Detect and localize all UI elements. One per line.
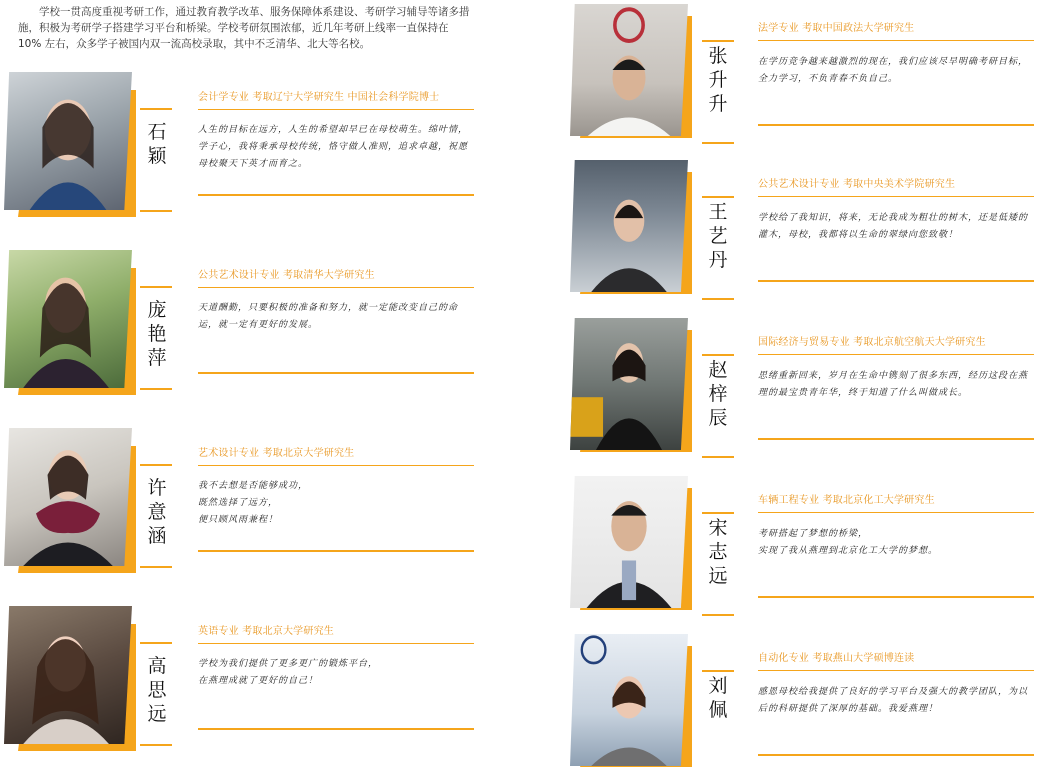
major-line: 艺术设计专业 考取北京大学研究生 (198, 444, 474, 466)
student-name: 宋志远 (708, 517, 728, 587)
name-rule-top (702, 40, 734, 42)
name-rule-top (140, 464, 172, 466)
intro-paragraph: 学校一贯高度重视考研工作，通过教育教学改革、服务保障体系建设、考研学习辅导等诸多措施，积极为考研学子搭建学习平台和桥梁。学校考研氛围浓郁，近几年考研上线率一直保持在 10% 左右，众多学子被国内双一流高校录取，其中不乏清华、北大等名校。 (18, 6, 470, 50)
portrait-photo (570, 318, 688, 450)
portrait-photo (4, 428, 132, 566)
major-line: 公共艺术设计专业 考取中央美术学院研究生 (758, 175, 1034, 197)
portrait-photo (570, 476, 688, 608)
major-line: 法学专业 考取中国政法大学研究生 (758, 19, 1034, 41)
name-rule-top (702, 354, 734, 356)
portrait-photo (4, 250, 132, 388)
quote-rule (758, 438, 1034, 440)
name-rule-bottom (702, 456, 734, 458)
profile-card (570, 476, 1040, 621)
portrait-photo (4, 606, 132, 744)
major-line: 会计学专业 考取辽宁大学研究生 中国社会科学院博士 (198, 88, 474, 110)
name-rule-bottom (702, 298, 734, 300)
quote-rule (758, 124, 1034, 126)
portrait-frame (570, 160, 694, 305)
profile-card (4, 250, 474, 395)
quote-rule (758, 280, 1034, 282)
portrait-frame (4, 72, 140, 217)
name-rule-bottom (702, 142, 734, 144)
quote-rule (758, 596, 1034, 598)
portrait-photo (570, 634, 688, 766)
student-name: 赵梓辰 (708, 359, 728, 429)
profile-card (4, 428, 474, 573)
name-rule-top (140, 108, 172, 110)
portrait-frame (4, 428, 140, 573)
student-quote: 考研搭起了梦想的桥梁， 实现了我从燕理到北京化工大学的梦想。 (758, 529, 939, 556)
student-quote: 人生的目标在远方，人生的希望却早已在母校萌生。绵叶情，学子心，我将秉承母校传统，恪守做人准则，追求卓越，祝愿母校聚天下英才而育之。 (198, 125, 469, 169)
name-rule-top (140, 286, 172, 288)
name-rule-top (140, 642, 172, 644)
major-line: 国际经济与贸易专业 考取北京航空航天大学研究生 (758, 333, 1034, 355)
quote-rule (198, 372, 474, 374)
portrait-photo (4, 72, 132, 210)
quote-rule (198, 728, 474, 730)
major-line: 英语专业 考取北京大学研究生 (198, 622, 474, 644)
student-quote: 天道酬勤，只要积极的准备和努力，就一定能改变自己的命运，就一定有更好的发展。 (198, 303, 459, 330)
name-rule-bottom (140, 210, 172, 212)
student-quote: 感恩母校给我提供了良好的学习平台及强大的教学团队，为以后的科研提供了深厚的基础。我爱燕理！ (758, 687, 1029, 714)
profile-card (570, 4, 1040, 149)
major-line: 车辆工程专业 考取北京化工大学研究生 (758, 491, 1034, 513)
student-quote: 学校给了我知识，将来，无论我成为粗壮的树木，还是低矮的灌木，母校，我都将以生命的翠绿向您致敬！ (758, 213, 1029, 240)
portrait-photo (570, 4, 688, 136)
portrait-frame (4, 250, 140, 395)
profile-card (570, 634, 1040, 767)
student-quote: 思绪重新回来，岁月在生命中镌刻了很多东西，经历这段在燕理的最宝贵青年华，终于知道了什么叫做成长。 (758, 371, 1029, 398)
portrait-frame (4, 606, 140, 751)
portrait-frame (570, 634, 694, 767)
name-rule-top (702, 670, 734, 672)
name-rule-top (702, 196, 734, 198)
major-line: 公共艺术设计专业 考取清华大学研究生 (198, 266, 474, 288)
portrait-photo (570, 160, 688, 292)
student-quote: 在学历竞争越来越激烈的现在，我们应该尽早明确考研目标，全力学习，不负青春不负自己。 (758, 57, 1029, 84)
name-rule-bottom (140, 744, 172, 746)
portrait-frame (570, 4, 694, 149)
student-name: 刘佩 (708, 675, 728, 721)
student-name: 张升升 (708, 45, 728, 115)
name-rule-bottom (702, 614, 734, 616)
name-rule-bottom (140, 388, 172, 390)
portrait-frame (570, 318, 694, 463)
profile-card (4, 72, 474, 217)
quote-rule (198, 550, 474, 552)
student-name: 王艺丹 (708, 201, 728, 271)
profile-card (570, 160, 1040, 305)
portrait-frame (570, 476, 694, 621)
student-name: 许意涵 (147, 477, 167, 547)
quote-rule (758, 754, 1034, 756)
name-rule-top (702, 512, 734, 514)
student-name: 石颖 (147, 121, 167, 167)
quote-rule (198, 194, 474, 196)
profile-card (4, 606, 474, 751)
major-line: 自动化专业 考取燕山大学硕博连读 (758, 649, 1034, 671)
name-rule-bottom (140, 566, 172, 568)
student-quote: 我不去想是否能够成功， 既然选择了远方， 便只顾风雨兼程！ (198, 481, 309, 525)
student-quote: 学校为我们提供了更多更广的锻炼平台， 在燕理成就了更好的自己！ (198, 659, 379, 686)
student-name: 庞艳萍 (147, 299, 167, 369)
profile-card (570, 318, 1040, 463)
student-name: 高思远 (147, 655, 167, 725)
